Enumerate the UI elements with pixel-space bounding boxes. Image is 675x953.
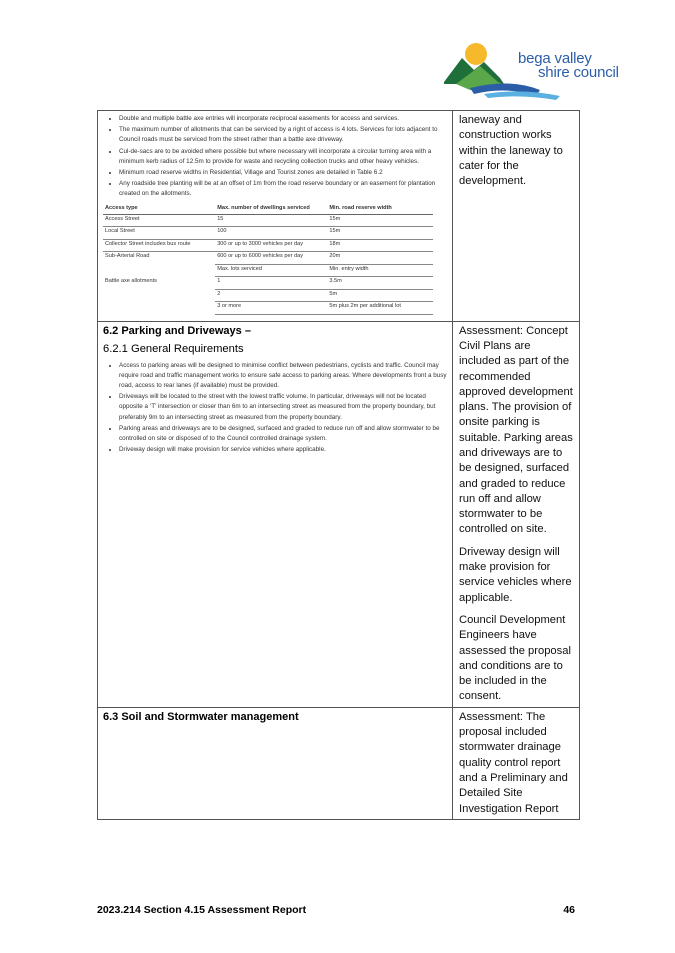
cell: 20m [327, 252, 433, 265]
assessment-cell [453, 707, 580, 819]
table-row [103, 264, 433, 277]
cell: 15m [327, 227, 433, 240]
cell: 5m plus 2m per additional lot [327, 302, 433, 315]
list-item: • Parking areas and driveways are to be designed, surfaced and graded to reduce run off and allow stormwater to be controlled on site or disposed of to the Council controlled drainage system. [119, 424, 447, 444]
list-item: • Minimum road reserve widths in Residential, Village and Tourist zones are detailed in Table 6.2 [119, 168, 447, 178]
cell: Local Street [103, 227, 215, 240]
cell: Min. entry width [327, 264, 433, 277]
section-heading: 6.2 Parking and Driveways – [103, 324, 251, 337]
table-row [103, 214, 433, 227]
page-footer [97, 904, 580, 916]
cell: 15m [327, 214, 433, 227]
bullet-list [103, 361, 447, 456]
cell: Battle axe allotments [105, 277, 157, 284]
controls-cell [98, 321, 453, 707]
logo-line1: bega valley [518, 50, 592, 67]
list-item: • Driveways will be located to the street with the lowest traffic volume. In particular, driveways will not be located opposite a ‘T’ intersection or closer than 6m to an intersecting street as measured from the property boundary, but preferably 9m to an intersecting street as measured from the property boundary. [119, 392, 447, 423]
council-logo-text [518, 52, 619, 80]
bullet-list [103, 114, 447, 200]
cell [103, 289, 215, 302]
list-item: • Driveway design will make provision for service vehicles where applicable. [119, 445, 447, 455]
list-item: • Access to parking areas will be designed to minimise conflict between pedestrians, cyclists and traffic. Council may require road and traffic management works to ensure safe access to parking areas. Where developments front a busy road, access to rear lanes (if available) must be provided. [119, 361, 447, 392]
table-row [98, 111, 580, 322]
cell [103, 302, 215, 315]
table-row [103, 277, 433, 290]
list-item: • Cul-de-sacs are to be avoided where possible but where necessary will incorporate a circular turning area with a minimum kerb radius of 12.5m to provide for waste and recycling collection trucks and other heavy vehicles. [119, 147, 447, 167]
subsection-heading: 6.2.1 General Requirements [103, 342, 244, 355]
cell: 100 [215, 227, 327, 240]
assessment-text: laneway and construction works within the laneway to cater for the development. [459, 114, 563, 188]
list-item: • Double and multiple battle axe entries will incorporate reciprocal easements for access and services. [119, 114, 447, 124]
assessment-cell [453, 111, 580, 322]
cell [103, 264, 215, 277]
page-number: 46 [563, 904, 575, 916]
cell: Sub-Arterial Road [105, 253, 150, 260]
col-header: Access type [103, 203, 215, 215]
assessment-paragraph: Council Development Engineers have assessed the proposal and conditions are to be included in the consent. [459, 613, 571, 703]
table-row [103, 239, 433, 252]
table-row [103, 302, 433, 315]
footer-title: 2023.214 Section 4.15 Assessment Report [97, 904, 307, 916]
cell: 18m [327, 239, 433, 252]
table-row [98, 321, 580, 707]
col-header: Max. number of dwellings serviced [215, 203, 327, 215]
assessment-paragraph: Driveway design will make provision for service vehicles where applicable. [459, 545, 572, 604]
assessment-cell [453, 321, 580, 707]
table-row [103, 227, 433, 240]
assessment-table [97, 110, 580, 820]
cell: 300 or up to 3000 vehicles per day [215, 239, 327, 252]
cell: 15 [215, 214, 327, 227]
list-item: • The maximum number of allotments that can be serviced by a right of access is 4 lots. Services for lots adjacent to Council roads must be serviced from the street rather than a battle axe driveway. [119, 125, 447, 145]
list-item: • Any roadside tree planting will be at an offset of 1m from the road reserve boundary or an easement for plantation created on the allotments. [119, 179, 447, 199]
table-row [103, 289, 433, 302]
cell: 3 or more [215, 302, 327, 315]
col-header: Min. road reserve width [327, 203, 433, 215]
controls-cell [98, 707, 453, 819]
cell: Collector Street includes bus route [103, 239, 215, 252]
table-row [103, 252, 433, 265]
assessment-text: Assessment: The proposal included stormwater drainage quality control report and a Preliminary and Detailed Site Investigation Report [459, 710, 568, 815]
section-heading: 6.3 Soil and Stormwater management [103, 710, 299, 723]
logo-line2: shire council [538, 64, 619, 81]
assessment-paragraph: Assessment: Concept Civil Plans are included as part of the recommended approved development plans. The provision of onsite parking is suitable. Parking areas and driveways are to be designed, surfaced and graded to reduce run off and allow stormwater to be controlled on site. [459, 324, 573, 536]
cell: Access Street [103, 214, 215, 227]
table-row [98, 707, 580, 819]
cell: 3.5m [327, 277, 433, 290]
cell: 600 or up to 6000 vehicles per day [215, 252, 327, 265]
controls-cell [98, 111, 453, 322]
cell: 1 [215, 277, 327, 290]
cell: 5m [327, 289, 433, 302]
road-reserve-table [103, 203, 433, 315]
cell: 2 [215, 289, 327, 302]
cell: Max. lots serviced [215, 264, 327, 277]
